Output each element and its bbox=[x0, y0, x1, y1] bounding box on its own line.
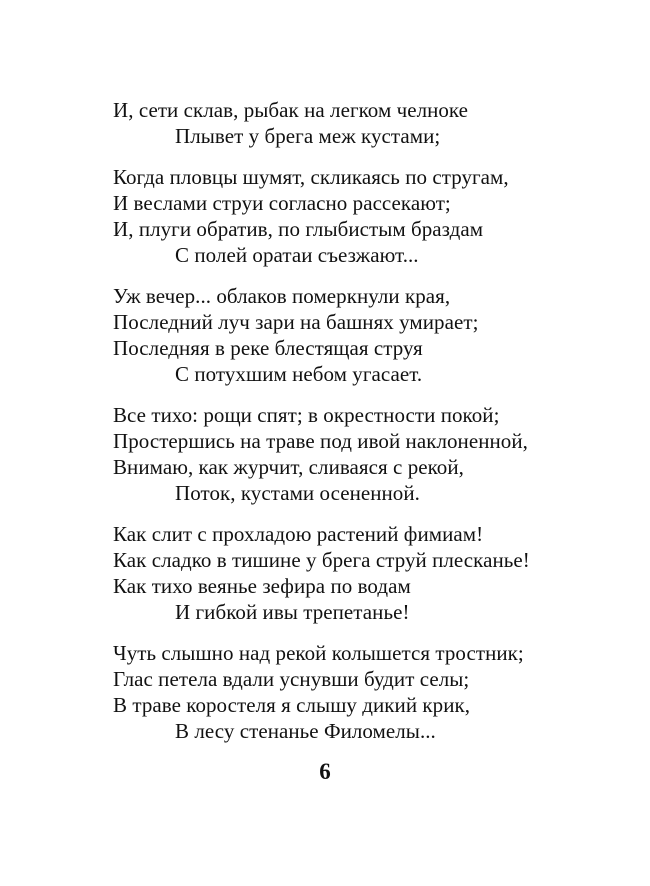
poem-line: Глас петела вдали уснувши будит селы; bbox=[113, 667, 470, 691]
poem-line: Как сладко в тишине у брега струй плесканье! bbox=[113, 548, 530, 572]
poem-line: Как тихо веянье зефира по водам bbox=[113, 574, 411, 598]
poem-line: Плывет у брега меж кустами; bbox=[175, 124, 441, 148]
poem-line: И, плуги обратив, по глыбистым браздам bbox=[113, 217, 484, 241]
poem-line: Поток, кустами осененной. bbox=[175, 481, 420, 505]
stanza bbox=[113, 164, 613, 268]
poem-line: В лесу стенанье Филомелы... bbox=[175, 719, 436, 743]
poem-line: Последняя в реке блестящая струя bbox=[113, 336, 423, 360]
poem-line: И, сети склав, рыбак на легком челноке bbox=[113, 98, 469, 122]
poem-line: Внимаю, как журчит, сливаяся с рекой, bbox=[113, 455, 464, 479]
stanza bbox=[113, 640, 613, 744]
stanza bbox=[113, 97, 613, 149]
poem-line: Все тихо: рощи спят; в окрестности покой; bbox=[113, 403, 500, 427]
poem-text bbox=[113, 97, 613, 759]
poem-line: Уж вечер... облаков померкнули края, bbox=[113, 284, 451, 308]
poem-line: Простершись на траве под ивой наклоненной, bbox=[113, 429, 528, 453]
page-number: 6 bbox=[319, 759, 331, 784]
stanza bbox=[113, 402, 613, 506]
poem-line: И гибкой ивы трепетанье! bbox=[175, 600, 410, 624]
poem-line: С полей оратаи съезжают... bbox=[175, 243, 419, 267]
poem-line: Чуть слышно над рекой колышется тростник; bbox=[113, 641, 524, 665]
poem-line: В траве коростеля я слышу дикий крик, bbox=[113, 693, 471, 717]
stanza bbox=[113, 521, 613, 625]
poem-line: И веслами струи согласно рассекают; bbox=[113, 191, 451, 215]
poem-line: С потухшим небом угасает. bbox=[175, 362, 423, 386]
poem-line: Как слит с прохладою растений фимиам! bbox=[113, 522, 484, 546]
poem-line: Когда пловцы шумят, скликаясь по стругам, bbox=[113, 165, 509, 189]
stanza bbox=[113, 283, 613, 387]
poem-line: Последний луч зари на башнях умирает; bbox=[113, 310, 479, 334]
